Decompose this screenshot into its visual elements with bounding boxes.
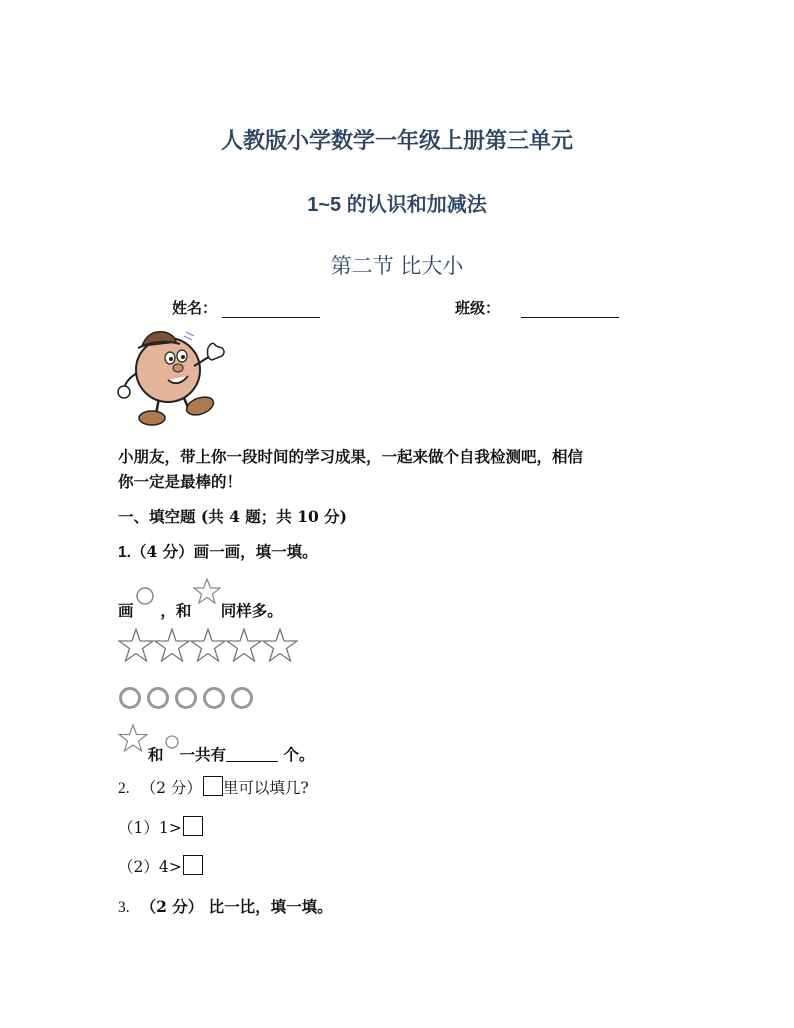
q1-draw-middle: ，和: [160, 601, 192, 620]
q3-number: 3.: [118, 899, 130, 916]
name-label: 姓名：: [172, 299, 218, 317]
page-subtitle: 1~5 的认识和加减法: [307, 194, 487, 216]
section-title: 第二节 比大小: [330, 254, 464, 278]
q1-title-text: （4 分）画一画，填一填。: [130, 542, 318, 561]
q2-item-1: [118, 816, 203, 838]
part1-heading: 一、填空题 (共 4 题；共 10 分): [118, 507, 348, 526]
star-row: [118, 628, 298, 666]
class-label: 班级：: [455, 299, 501, 317]
star-outline-icon: [118, 628, 154, 662]
star-outline-icon: [118, 724, 148, 752]
q1-number: 1.: [118, 544, 131, 561]
circle-row: [118, 686, 258, 714]
star-outline-icon: [190, 628, 226, 662]
q1-fill-text: 一共有: [179, 745, 227, 764]
q2-item2-text: （2）4>: [118, 858, 182, 876]
star-outline-icon: [154, 628, 190, 662]
page-title: 人教版小学数学一年级上册第三单元: [220, 128, 573, 154]
q2-item-2: [118, 855, 203, 877]
cartoon-ball-character: [114, 326, 232, 430]
name-blank[interactable]: [222, 301, 320, 318]
circle-outline-icon: [146, 686, 174, 710]
star-outline-icon: [226, 628, 262, 662]
intro-line-1: 小朋友，带上你一段时间的学习成果，一起来做个自我检测吧，相信: [118, 447, 584, 466]
q1-answer-blank[interactable]: [226, 745, 278, 762]
star-outline-icon: [193, 578, 221, 604]
q1-fill-middle: 和: [148, 745, 164, 764]
circle-outline-icon: [230, 686, 258, 710]
circle-outline-icon: [118, 686, 146, 710]
circle-outline-icon: [164, 734, 180, 750]
q1-fill-suffix: 个。: [283, 745, 315, 764]
q3-title-text: （2 分） 比一比，填一填。: [140, 897, 333, 916]
q1-draw-suffix: 同样多。: [220, 601, 283, 620]
q1-fill-line: [118, 724, 314, 765]
q1-draw-prefix: 画: [118, 601, 134, 620]
q1-title: [118, 540, 318, 562]
q2-title: [118, 776, 309, 798]
circle-outline-icon: [202, 686, 230, 710]
q2-item1-text: （1）1>: [118, 819, 182, 837]
q2-title-after: 里可以填几?: [222, 779, 309, 797]
q2-number: 2.: [118, 780, 130, 797]
empty-answer-box: [203, 776, 223, 796]
name-field: [172, 297, 320, 318]
q2-title-before: （2 分）: [140, 779, 202, 797]
q1-instruction: [118, 578, 283, 621]
circle-outline-icon: [174, 686, 202, 710]
intro-text: [118, 444, 678, 494]
circle-outline-icon: [135, 586, 155, 606]
intro-line-2: 你一定是最棒的！: [118, 472, 243, 491]
star-outline-icon: [262, 628, 298, 662]
class-blank[interactable]: [521, 301, 619, 318]
q3-title: [118, 895, 333, 917]
q2-item2-box[interactable]: [183, 855, 203, 875]
q2-item1-box[interactable]: [183, 816, 203, 836]
class-field: [455, 297, 619, 318]
